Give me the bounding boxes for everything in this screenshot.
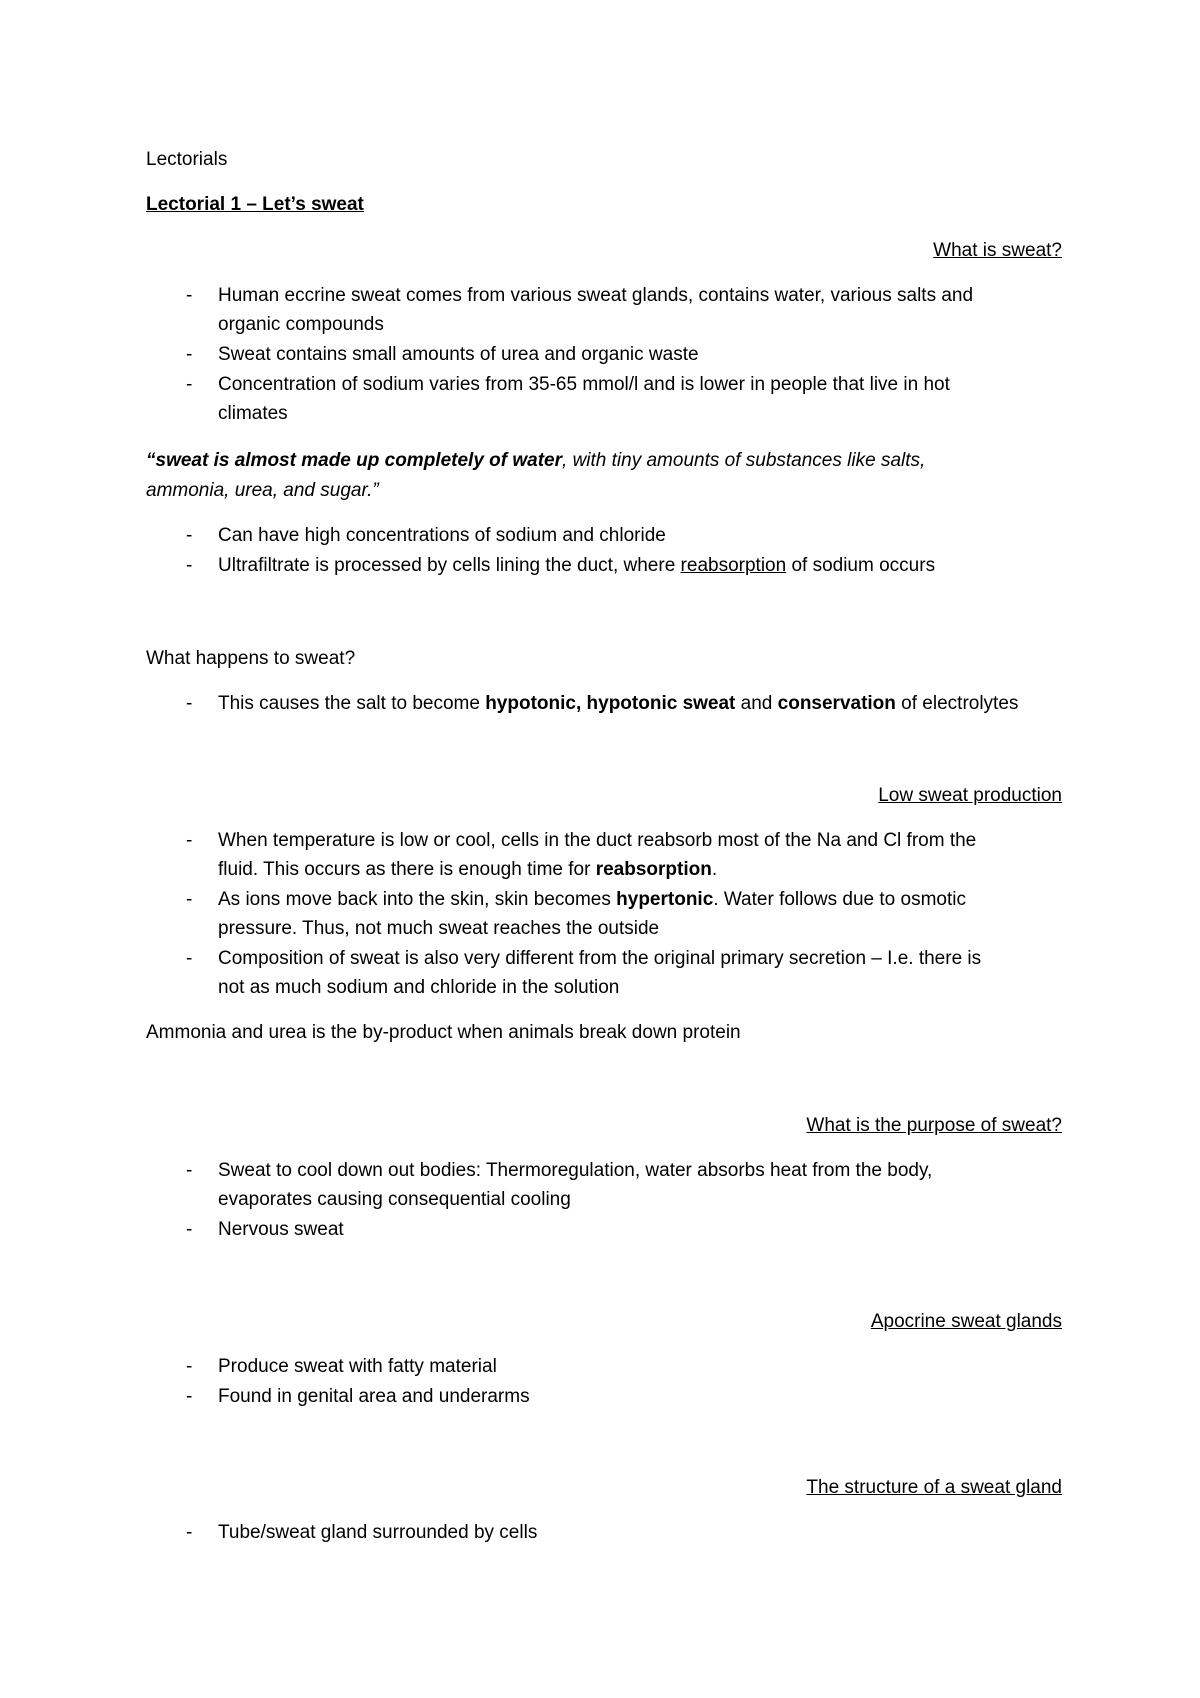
text-run: As ions move back into the skin, skin becomes [218,889,617,910]
text-run: . Water follows due to osmotic [713,889,966,910]
bullet-text-continued: not as much sodium and chloride in the solution [218,977,620,998]
bullet-text-continued: climates [218,403,288,424]
text-run: . [711,859,718,880]
bullet-dash: - [186,1522,193,1543]
text-run: Ultrafiltrate is processed by cells lining the duct, where [218,555,681,576]
text-run: of electrolytes [895,693,1019,714]
section-heading-what-happens: What happens to sweat? [146,648,356,669]
section-heading-what-is-sweat: What is sweat? [933,240,1062,261]
bullet-text-continued [218,858,717,882]
bullet-dash: - [186,525,193,546]
bullet-dash: - [186,1160,193,1181]
bullet-text: Sweat contains small amounts of urea and organic waste [218,344,699,365]
bullet-text-continued: pressure. Thus, not much sweat reaches the outside [218,918,660,939]
bullet-dash: - [186,948,193,969]
bullet-dash: - [186,1386,193,1407]
bullet-text: Composition of sweat is also very different from the original primary secretion – I.e. there is [218,948,982,969]
bullet-text-continued: organic compounds [218,314,384,335]
section-heading-low-sweat: Low sweat production [878,785,1062,806]
section-heading-purpose: What is the purpose of sweat? [806,1115,1062,1136]
section-heading-apocrine: Apocrine sweat glands [870,1311,1062,1332]
bullet-dash: - [186,555,193,576]
bullet-text: Tube/sweat gland surrounded by cells [218,1522,538,1543]
quote-rest: , with tiny amounts of substances like salts, [562,450,926,471]
bullet-text: Found in genital area and underarms [218,1386,530,1407]
bullet-dash: - [186,285,193,306]
bullet-dash: - [186,1219,193,1240]
text-run: This causes the salt to become [218,693,486,714]
bullet-text-continued: evaporates causing consequential cooling [218,1189,571,1210]
bullet-text: Concentration of sodium varies from 35-65 mmol/l and is lower in people that live in hot [218,374,950,395]
bullet-text [218,692,1018,716]
document-title: Lectorials [146,149,228,170]
bullet-text: Human eccrine sweat comes from various sweat glands, contains water, various salts and [218,285,974,306]
reabsorption-underlined: reabsorption [680,555,787,576]
ammonia-note: Ammonia and urea is the by-product when animals break down protein [146,1022,741,1043]
bullet-dash: - [186,693,193,714]
text-run: of sodium occurs [786,555,936,576]
text-run: fluid. This occurs as there is enough time for [218,859,596,880]
bullet-text [218,554,935,578]
bullet-text: Nervous sweat [218,1219,344,1240]
quote-line-2: ammonia, urea, and sugar.” [146,480,379,501]
hypotonic-bold: hypotonic, hypotonic sweat [485,693,736,714]
bullet-dash: - [186,889,193,910]
bullet-text: Produce sweat with fatty material [218,1356,497,1377]
quote-bold: “sweat is almost made up completely of water [146,450,563,471]
bullet-dash: - [186,374,193,395]
bullet-dash: - [186,830,193,851]
section-heading-structure: The structure of a sweat gland [806,1477,1062,1498]
reabsorption-bold: reabsorption [595,859,712,880]
lectorial-heading: Lectorial 1 – Let’s sweat [146,194,364,215]
document-page [146,0,1062,1698]
bullet-text: When temperature is low or cool, cells in the duct reabsorb most of the Na and Cl from the [218,830,977,851]
bullet-text: Can have high concentrations of sodium and chloride [218,525,666,546]
conservation-bold: conservation [777,693,896,714]
quote-line-1 [146,449,925,473]
text-run: and [735,693,778,714]
bullet-text: Sweat to cool down out bodies: Thermoregulation, water absorbs heat from the body, [218,1160,933,1181]
bullet-dash: - [186,1356,193,1377]
hypertonic-bold: hypertonic [616,889,714,910]
bullet-text [218,888,966,912]
bullet-dash: - [186,344,193,365]
